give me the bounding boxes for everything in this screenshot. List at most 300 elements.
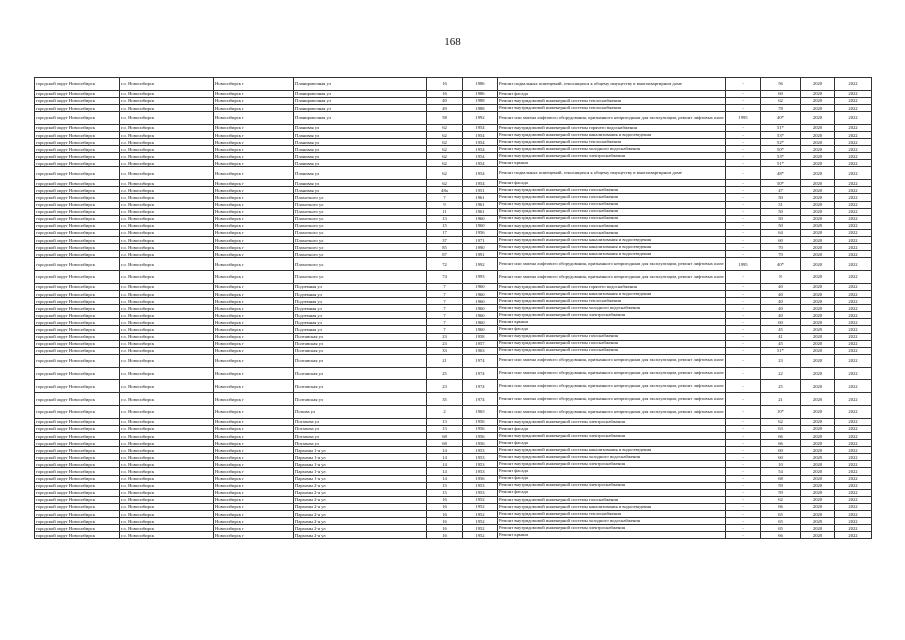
- table-row: [35, 503, 872, 510]
- lift-year-cell: -: [726, 340, 761, 347]
- wear-percent-cell: 50*: [761, 180, 801, 187]
- capital-repair-table-container: [34, 77, 871, 539]
- street-cell: Планировочная ул: [294, 78, 427, 91]
- settlement-cell: г.о. Новосибирск: [120, 229, 214, 236]
- build-year-cell: 1960: [463, 305, 498, 312]
- street-cell: Пархомы 2-я ул: [294, 518, 427, 525]
- municipality-cell: городской округ Новосибирск: [35, 393, 120, 406]
- house-number-cell: 25: [427, 367, 463, 380]
- build-year-cell: 1953: [463, 482, 498, 489]
- wear-percent-cell: 51*: [761, 347, 801, 354]
- settlement-cell: г.о. Новосибирск: [120, 298, 214, 305]
- street-cell: Пархомы 2-я ул: [294, 525, 427, 532]
- municipality-cell: городской округ Новосибирск: [35, 187, 120, 194]
- table-row: [35, 251, 872, 258]
- street-cell: Плановая ул: [294, 187, 427, 194]
- work-type-cell: Ремонт или замена лифтового оборудования, признанного непригодным для эксплуатации, ремонт лифтовых шахт: [498, 380, 726, 393]
- settlement-cell: г.о. Новосибирск: [120, 418, 214, 425]
- end-year-cell: 2022: [835, 112, 872, 125]
- locality-cell: Новосибирск г: [214, 236, 294, 243]
- build-year-cell: 1952: [463, 518, 498, 525]
- street-cell: Планировочная ул: [294, 97, 427, 104]
- start-year-cell: 2020: [801, 194, 835, 201]
- end-year-cell: 2022: [835, 194, 872, 201]
- end-year-cell: 2022: [835, 222, 872, 229]
- table-row: [35, 167, 872, 180]
- house-number-cell: 14: [427, 454, 463, 461]
- start-year-cell: 2020: [801, 244, 835, 251]
- table-row: [35, 124, 872, 131]
- build-year-cell: 1991: [463, 251, 498, 258]
- table-row: [35, 468, 872, 475]
- lift-year-cell: -: [726, 496, 761, 503]
- house-number-cell: 37: [427, 236, 463, 243]
- wear-percent-cell: 40: [761, 298, 801, 305]
- build-year-cell: 1961: [463, 208, 498, 215]
- municipality-cell: городской округ Новосибирск: [35, 283, 120, 290]
- locality-cell: Новосибирск г: [214, 201, 294, 208]
- settlement-cell: г.о. Новосибирск: [120, 124, 214, 131]
- wear-percent-cell: 45: [761, 340, 801, 347]
- start-year-cell: 2020: [801, 112, 835, 125]
- municipality-cell: городской округ Новосибирск: [35, 146, 120, 153]
- build-year-cell: 1952: [463, 532, 498, 539]
- wear-percent-cell: 50: [761, 222, 801, 229]
- house-number-cell: 62: [427, 146, 463, 153]
- street-cell: Пархомы 1-я ул: [294, 475, 427, 482]
- start-year-cell: 2020: [801, 367, 835, 380]
- settlement-cell: г.о. Новосибирск: [120, 153, 214, 160]
- start-year-cell: 2020: [801, 124, 835, 131]
- house-number-cell: 23: [427, 340, 463, 347]
- settlement-cell: г.о. Новосибирск: [120, 180, 214, 187]
- end-year-cell: 2022: [835, 393, 872, 406]
- municipality-cell: городской округ Новосибирск: [35, 290, 120, 297]
- work-type-cell: Ремонт или замена лифтового оборудования, признанного непригодным для эксплуатации, ремонт лифтовых шахт: [498, 112, 726, 125]
- wear-percent-cell: 48*: [761, 167, 801, 180]
- municipality-cell: городской округ Новосибирск: [35, 503, 120, 510]
- locality-cell: Новосибирск г: [214, 180, 294, 187]
- end-year-cell: 2022: [835, 180, 872, 187]
- start-year-cell: 2020: [801, 380, 835, 393]
- settlement-cell: г.о. Новосибирск: [120, 236, 214, 243]
- lift-year-cell: -: [726, 222, 761, 229]
- table-row: [35, 532, 872, 539]
- end-year-cell: 2022: [835, 208, 872, 215]
- municipality-cell: городской округ Новосибирск: [35, 532, 120, 539]
- build-year-cell: 1960: [463, 290, 498, 297]
- work-type-cell: Ремонт внутридомовой инженерной системы теплоснабжения: [498, 139, 726, 146]
- locality-cell: Новосибирск г: [214, 319, 294, 326]
- lift-year-cell: -: [726, 229, 761, 236]
- wear-percent-cell: 53*: [761, 131, 801, 138]
- wear-percent-cell: 60: [761, 454, 801, 461]
- work-type-cell: Ремонт фасада: [498, 425, 726, 432]
- wear-percent-cell: 70: [761, 251, 801, 258]
- street-cell: Плановая ул: [294, 180, 427, 187]
- locality-cell: Новосибирск г: [214, 326, 294, 333]
- wear-percent-cell: 25: [761, 380, 801, 393]
- house-number-cell: 16: [427, 511, 463, 518]
- end-year-cell: 2022: [835, 333, 872, 340]
- locality-cell: Новосибирск г: [214, 468, 294, 475]
- street-cell: Плановая ул: [294, 153, 427, 160]
- street-cell: Плановая ул: [294, 167, 427, 180]
- municipality-cell: городской округ Новосибирск: [35, 251, 120, 258]
- locality-cell: Новосибирск г: [214, 298, 294, 305]
- locality-cell: Новосибирск г: [214, 305, 294, 312]
- build-year-cell: 1954: [463, 146, 498, 153]
- lift-year-cell: -: [726, 489, 761, 496]
- house-number-cell: 16: [427, 503, 463, 510]
- work-type-cell: Ремонт внутридомовой инженерной системы холодного водоснабжения: [498, 454, 726, 461]
- work-type-cell: Ремонт внутридомовой инженерной системы газоснабжения: [498, 215, 726, 222]
- wear-percent-cell: 50: [761, 194, 801, 201]
- settlement-cell: г.о. Новосибирск: [120, 194, 214, 201]
- wear-percent-cell: 62: [761, 496, 801, 503]
- settlement-cell: г.о. Новосибирск: [120, 187, 214, 194]
- end-year-cell: 2022: [835, 496, 872, 503]
- house-number-cell: 62: [427, 167, 463, 180]
- build-year-cell: 1993: [463, 271, 498, 284]
- table-row: [35, 153, 872, 160]
- work-type-cell: Ремонт внутридомовой инженерной системы канализования и водоотведения: [498, 236, 726, 243]
- lift-year-cell: -: [726, 475, 761, 482]
- settlement-cell: г.о. Новосибирск: [120, 244, 214, 251]
- wear-percent-cell: 10: [761, 461, 801, 468]
- build-year-cell: 1952: [463, 496, 498, 503]
- street-cell: Полтавская ул: [294, 333, 427, 340]
- settlement-cell: г.о. Новосибирск: [120, 511, 214, 518]
- locality-cell: Новосибирск г: [214, 78, 294, 91]
- wear-percent-cell: 21: [761, 393, 801, 406]
- house-number-cell: 85: [427, 244, 463, 251]
- wear-percent-cell: 10*: [761, 405, 801, 418]
- wear-percent-cell: 47: [761, 187, 801, 194]
- wear-percent-cell: 60: [761, 319, 801, 326]
- end-year-cell: 2022: [835, 354, 872, 367]
- work-type-cell: Ремонт внутридомовой инженерной системы электроснабжения: [498, 153, 726, 160]
- start-year-cell: 2020: [801, 290, 835, 297]
- work-type-cell: Ремонт или замена лифтового оборудования, признанного непригодным для эксплуатации, ремонт лифтовых шахт: [498, 271, 726, 284]
- start-year-cell: 2020: [801, 511, 835, 518]
- municipality-cell: городской округ Новосибирск: [35, 354, 120, 367]
- lift-year-cell: -: [726, 525, 761, 532]
- house-number-cell: 15: [427, 482, 463, 489]
- work-type-cell: Ремонт внутридомовой инженерной системы газоснабжения: [498, 187, 726, 194]
- lift-year-cell: -: [726, 503, 761, 510]
- municipality-cell: городской округ Новосибирск: [35, 236, 120, 243]
- build-year-cell: 1956: [463, 432, 498, 439]
- lift-year-cell: -: [726, 333, 761, 340]
- house-number-cell: 7: [427, 312, 463, 319]
- municipality-cell: городской округ Новосибирск: [35, 319, 120, 326]
- settlement-cell: г.о. Новосибирск: [120, 440, 214, 447]
- house-number-cell: 13: [427, 418, 463, 425]
- build-year-cell: 1953: [463, 454, 498, 461]
- work-type-cell: Ремонт внутридомовой инженерной системы канализования и водоотведения: [498, 503, 726, 510]
- lift-year-cell: -: [726, 131, 761, 138]
- street-cell: Плахотного ул: [294, 244, 427, 251]
- locality-cell: Новосибирск г: [214, 160, 294, 167]
- street-cell: Попова ул: [294, 405, 427, 418]
- end-year-cell: 2022: [835, 139, 872, 146]
- lift-year-cell: -: [726, 367, 761, 380]
- work-type-cell: Ремонт внутридомовой инженерной системы теплоснабжения: [498, 97, 726, 104]
- wear-percent-cell: 65: [761, 518, 801, 525]
- settlement-cell: г.о. Новосибирск: [120, 475, 214, 482]
- street-cell: Полтавская ул: [294, 367, 427, 380]
- lift-year-cell: -: [726, 146, 761, 153]
- end-year-cell: 2022: [835, 518, 872, 525]
- street-cell: Плахотного ул: [294, 258, 427, 271]
- lift-year-cell: -: [726, 187, 761, 194]
- wear-percent-cell: 60: [761, 447, 801, 454]
- street-cell: Подземная ул: [294, 305, 427, 312]
- locality-cell: Новосибирск г: [214, 454, 294, 461]
- end-year-cell: 2022: [835, 236, 872, 243]
- municipality-cell: городской округ Новосибирск: [35, 244, 120, 251]
- street-cell: Плахотного ул: [294, 194, 427, 201]
- lift-year-cell: -: [726, 447, 761, 454]
- locality-cell: Новосибирск г: [214, 475, 294, 482]
- table-row: [35, 525, 872, 532]
- lift-year-cell: -: [726, 251, 761, 258]
- wear-percent-cell: 41: [761, 333, 801, 340]
- start-year-cell: 2020: [801, 180, 835, 187]
- house-number-cell: 15: [427, 489, 463, 496]
- settlement-cell: г.о. Новосибирск: [120, 461, 214, 468]
- work-type-cell: Ремонт фасада: [498, 468, 726, 475]
- table-row: [35, 90, 872, 97]
- wear-percent-cell: 56: [761, 78, 801, 91]
- municipality-cell: городской округ Новосибирск: [35, 461, 120, 468]
- work-type-cell: Ремонт внутридомовой инженерной системы газоснабжения: [498, 222, 726, 229]
- build-year-cell: 1960: [463, 298, 498, 305]
- table-row: [35, 271, 872, 284]
- table-row: [35, 511, 872, 518]
- locality-cell: Новосибирск г: [214, 347, 294, 354]
- table-row: [35, 496, 872, 503]
- locality-cell: Новосибирск г: [214, 425, 294, 432]
- table-row: [35, 201, 872, 208]
- municipality-cell: городской округ Новосибирск: [35, 167, 120, 180]
- page-number: 168: [444, 36, 461, 48]
- table-row: [35, 326, 872, 333]
- start-year-cell: 2020: [801, 131, 835, 138]
- municipality-cell: городской округ Новосибирск: [35, 229, 120, 236]
- house-number-cell: 68: [427, 432, 463, 439]
- start-year-cell: 2020: [801, 97, 835, 104]
- end-year-cell: 2022: [835, 215, 872, 222]
- settlement-cell: г.о. Новосибирск: [120, 167, 214, 180]
- street-cell: Плановая ул: [294, 139, 427, 146]
- house-number-cell: 9: [427, 201, 463, 208]
- end-year-cell: 2022: [835, 271, 872, 284]
- start-year-cell: 2020: [801, 347, 835, 354]
- end-year-cell: 2022: [835, 290, 872, 297]
- end-year-cell: 2022: [835, 124, 872, 131]
- work-type-cell: Ремонт внутридомовой инженерной системы электроснабжения: [498, 432, 726, 439]
- locality-cell: Новосибирск г: [214, 244, 294, 251]
- build-year-cell: 1986: [463, 90, 498, 97]
- locality-cell: Новосибирск г: [214, 167, 294, 180]
- street-cell: Пархомы 2-я ул: [294, 482, 427, 489]
- street-cell: Плахотного ул: [294, 229, 427, 236]
- end-year-cell: 2022: [835, 160, 872, 167]
- wear-percent-cell: 40*: [761, 112, 801, 125]
- street-cell: Плановая ул: [294, 160, 427, 167]
- house-number-cell: 74: [427, 271, 463, 284]
- house-number-cell: 7: [427, 194, 463, 201]
- lift-year-cell: -: [726, 461, 761, 468]
- wear-percent-cell: 40: [761, 305, 801, 312]
- lift-year-cell: -: [726, 511, 761, 518]
- municipality-cell: городской округ Новосибирск: [35, 215, 120, 222]
- street-cell: Плахотного ул: [294, 251, 427, 258]
- wear-percent-cell: 8: [761, 271, 801, 284]
- work-type-cell: Ремонт фасада: [498, 440, 726, 447]
- start-year-cell: 2020: [801, 258, 835, 271]
- wear-percent-cell: 66: [761, 432, 801, 439]
- build-year-cell: 1960: [463, 222, 498, 229]
- street-cell: Плановая ул: [294, 146, 427, 153]
- street-cell: Подземная ул: [294, 326, 427, 333]
- house-number-cell: 7: [427, 283, 463, 290]
- build-year-cell: 1974: [463, 393, 498, 406]
- settlement-cell: г.о. Новосибирск: [120, 90, 214, 97]
- table-row: [35, 454, 872, 461]
- municipality-cell: городской округ Новосибирск: [35, 525, 120, 532]
- settlement-cell: г.о. Новосибирск: [120, 496, 214, 503]
- lift-year-cell: -: [726, 104, 761, 111]
- start-year-cell: 2020: [801, 139, 835, 146]
- build-year-cell: 1952: [463, 503, 498, 510]
- locality-cell: Новосибирск г: [214, 271, 294, 284]
- municipality-cell: городской округ Новосибирск: [35, 139, 120, 146]
- build-year-cell: 1954: [463, 139, 498, 146]
- house-number-cell: 15: [427, 222, 463, 229]
- house-number-cell: 14: [427, 475, 463, 482]
- end-year-cell: 2022: [835, 489, 872, 496]
- work-type-cell: Ремонт внутридомовой инженерной системы газоснабжения: [498, 496, 726, 503]
- table-row: [35, 215, 872, 222]
- wear-percent-cell: 59: [761, 482, 801, 489]
- settlement-cell: г.о. Новосибирск: [120, 503, 214, 510]
- table-row: [35, 187, 872, 194]
- work-type-cell: Ремонт крыши: [498, 532, 726, 539]
- street-cell: Пархомы 2-я ул: [294, 532, 427, 539]
- build-year-cell: 1953: [463, 468, 498, 475]
- lift-year-cell: -: [726, 347, 761, 354]
- build-year-cell: 1974: [463, 380, 498, 393]
- work-type-cell: Ремонт подвальных помещений, относящихся к общему имуществу в многоквартирном доме: [498, 78, 726, 91]
- settlement-cell: г.о. Новосибирск: [120, 347, 214, 354]
- build-year-cell: 1960: [463, 326, 498, 333]
- street-cell: Плахотного ул: [294, 236, 427, 243]
- municipality-cell: городской округ Новосибирск: [35, 305, 120, 312]
- start-year-cell: 2020: [801, 489, 835, 496]
- end-year-cell: 2022: [835, 283, 872, 290]
- lift-year-cell: -: [726, 271, 761, 284]
- settlement-cell: г.о. Новосибирск: [120, 312, 214, 319]
- table-row: [35, 112, 872, 125]
- lift-year-cell: -: [726, 425, 761, 432]
- locality-cell: Новосибирск г: [214, 222, 294, 229]
- wear-percent-cell: 66: [761, 503, 801, 510]
- table-row: [35, 380, 872, 393]
- street-cell: Плахотного ул: [294, 215, 427, 222]
- wear-percent-cell: 51*: [761, 124, 801, 131]
- build-year-cell: 1956: [463, 418, 498, 425]
- street-cell: Подземная ул: [294, 319, 427, 326]
- house-number-cell: 68: [427, 440, 463, 447]
- end-year-cell: 2022: [835, 312, 872, 319]
- locality-cell: Новосибирск г: [214, 229, 294, 236]
- work-type-cell: Ремонт внутридомовой инженерной системы горячего водоснабжения: [498, 124, 726, 131]
- lift-year-cell: -: [726, 312, 761, 319]
- end-year-cell: 2022: [835, 432, 872, 439]
- wear-percent-cell: 50: [761, 215, 801, 222]
- locality-cell: Новосибирск г: [214, 354, 294, 367]
- street-cell: Пархомы 2-я ул: [294, 496, 427, 503]
- table-row: [35, 229, 872, 236]
- start-year-cell: 2020: [801, 201, 835, 208]
- start-year-cell: 2020: [801, 454, 835, 461]
- table-row: [35, 432, 872, 439]
- locality-cell: Новосибирск г: [214, 283, 294, 290]
- wear-percent-cell: 62: [761, 97, 801, 104]
- house-number-cell: 48а: [427, 187, 463, 194]
- build-year-cell: 1954: [463, 167, 498, 180]
- table-row: [35, 290, 872, 297]
- build-year-cell: 1974: [463, 367, 498, 380]
- build-year-cell: 1952: [463, 525, 498, 532]
- settlement-cell: г.о. Новосибирск: [120, 258, 214, 271]
- house-number-cell: 62: [427, 131, 463, 138]
- house-number-cell: 7: [427, 319, 463, 326]
- locality-cell: Новосибирск г: [214, 112, 294, 125]
- end-year-cell: 2022: [835, 503, 872, 510]
- table-row: [35, 367, 872, 380]
- table-row: [35, 208, 872, 215]
- locality-cell: Новосибирск г: [214, 418, 294, 425]
- work-type-cell: Ремонт внутридомовой инженерной системы газоснабжения: [498, 333, 726, 340]
- settlement-cell: г.о. Новосибирск: [120, 532, 214, 539]
- start-year-cell: 2020: [801, 482, 835, 489]
- end-year-cell: 2022: [835, 78, 872, 91]
- lift-year-cell: -: [726, 454, 761, 461]
- house-number-cell: 13: [427, 215, 463, 222]
- wear-percent-cell: 50*: [761, 146, 801, 153]
- wear-percent-cell: 60: [761, 90, 801, 97]
- settlement-cell: г.о. Новосибирск: [120, 489, 214, 496]
- start-year-cell: 2020: [801, 333, 835, 340]
- lift-year-cell: -: [726, 160, 761, 167]
- start-year-cell: 2020: [801, 503, 835, 510]
- end-year-cell: 2022: [835, 367, 872, 380]
- house-number-cell: 58: [427, 112, 463, 125]
- end-year-cell: 2022: [835, 454, 872, 461]
- street-cell: Плахотного ул: [294, 208, 427, 215]
- wear-percent-cell: 40: [761, 312, 801, 319]
- house-number-cell: 62: [427, 180, 463, 187]
- start-year-cell: 2020: [801, 518, 835, 525]
- start-year-cell: 2020: [801, 393, 835, 406]
- work-type-cell: Ремонт внутридомовой инженерной системы горячего водоснабжения: [498, 283, 726, 290]
- municipality-cell: городской округ Новосибирск: [35, 468, 120, 475]
- house-number-cell: 7: [427, 298, 463, 305]
